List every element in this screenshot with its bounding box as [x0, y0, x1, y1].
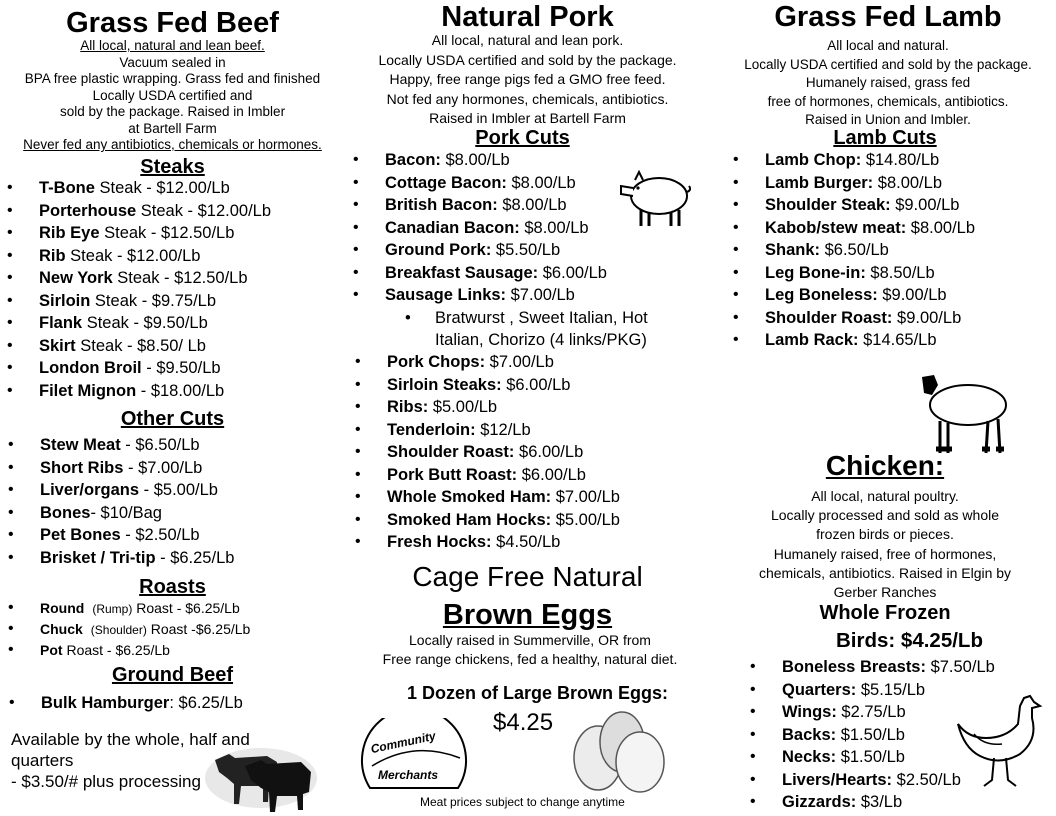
description-line: chemicals, antibiotics. Raised in Elgin by: [758, 564, 1012, 581]
menu-item: [385, 194, 607, 217]
description-line: at Bartell Farm: [128, 120, 217, 136]
sausage-varieties-line: • Bratwurst , Sweet Italian, Hot: [435, 309, 648, 327]
eggs-price: $4.25: [493, 709, 554, 736]
menu-item: [387, 441, 620, 464]
item-price: Steak - $9.50/Lb: [82, 314, 208, 332]
item-price: - $9.50/Lb: [141, 359, 221, 377]
pig-icon: [617, 166, 691, 230]
item-price: $9.00/Lb: [877, 286, 947, 304]
item-name: Backs:: [782, 725, 837, 744]
menu-item: [41, 692, 243, 715]
description-line: quarters: [11, 751, 74, 770]
menu-item: [385, 262, 607, 285]
beef-title: Grass Fed Beef: [66, 7, 279, 39]
item-name: Cottage Bacon:: [385, 173, 507, 192]
item-price: - $2.50/Lb: [120, 526, 200, 544]
menu-item: [387, 351, 620, 374]
item-name: Filet Mignon: [39, 381, 137, 400]
lamb-cuts-list: [765, 149, 975, 352]
description-line: Raised in Imbler at Bartell Farm: [429, 110, 626, 126]
eggs-description: [345, 631, 715, 669]
item-name: Lamb Burger:: [765, 173, 874, 192]
description-line: Locally USDA certified and sold by the package.: [744, 56, 1032, 72]
steaks-heading: Steaks: [140, 156, 205, 178]
item-name: Leg Bone-in:: [765, 263, 866, 282]
ground-beef-heading: Ground Beef: [111, 664, 234, 686]
description-line: Gerber Ranches: [833, 584, 937, 601]
item-name: Chuck: [40, 621, 83, 637]
whole-birds-label: Whole Frozen: [819, 602, 951, 624]
menu-item: [40, 619, 250, 640]
description-line: Humanely raised, grass fed: [805, 75, 971, 90]
menu-item: [387, 374, 620, 397]
menu-item: [39, 245, 271, 268]
menu-item: [385, 284, 607, 307]
menu-item: [765, 239, 975, 262]
sausage-varieties-line: Italian, Chorizo (4 links/PKG): [435, 331, 647, 349]
item-price: $8.00/Lb: [506, 173, 576, 192]
menu-item: [385, 239, 607, 262]
item-name: Kabob/stew meat:: [765, 218, 907, 237]
item-price: $2.50/Lb: [892, 770, 961, 789]
description-line: sold by the package. Raised in Imbler: [59, 104, 286, 119]
item-price: Steak - $9.75/Lb: [90, 291, 217, 310]
item-name: Pot: [40, 642, 63, 658]
item-price: $8.50/Lb: [865, 263, 935, 282]
item-price: $5.15/Lb: [856, 680, 926, 699]
item-price: : $6.25/Lb: [169, 694, 243, 712]
menu-item: [765, 329, 975, 352]
item-name: Boneless Breasts:: [782, 658, 926, 676]
other-cuts-heading: Other Cuts: [120, 408, 225, 430]
menu-item: [39, 380, 271, 403]
menu-item: [387, 464, 620, 487]
item-price: $8.00/Lb: [497, 196, 567, 214]
menu-item: [782, 791, 995, 814]
item-price: $14.80/Lb: [861, 151, 940, 169]
item-name: New York: [39, 269, 113, 287]
item-name: Ribs:: [387, 398, 429, 416]
menu-item: [40, 598, 250, 619]
lamb-icon: [910, 373, 1014, 457]
item-name: Quarters:: [782, 680, 857, 699]
menu-item: [39, 177, 271, 200]
item-price: $9.00/Lb: [890, 196, 960, 214]
item-price: - $18.00/Lb: [136, 381, 225, 400]
description-line: Happy, free range pigs fed a GMO free feed.: [389, 71, 666, 87]
menu-item: [385, 172, 607, 195]
item-name: Smoked Ham Hocks:: [387, 510, 552, 529]
roasts-list: [40, 598, 250, 660]
description-line: Locally processed and sold as whole: [770, 507, 1000, 524]
item-name: Wings:: [782, 703, 837, 721]
menu-item: [387, 486, 620, 509]
lamb-column: [710, 0, 1056, 816]
description-line: All local, natural and lean pork.: [431, 32, 624, 48]
item-price: Roast -$6.25/Lb: [146, 621, 251, 637]
menu-item: [765, 194, 975, 217]
description-line: Free range chickens, fed a healthy, natural diet.: [382, 651, 678, 667]
item-price: $9.00/Lb: [892, 308, 962, 327]
menu-item: [387, 396, 620, 419]
description-line: Locally USDA certified and: [92, 87, 253, 103]
item-name: Lamb Rack:: [765, 331, 859, 349]
menu-item: [40, 479, 234, 502]
item-subname: (Rump): [92, 602, 133, 616]
description-line: BPA free plastic wrapping. Grass fed and finished: [24, 71, 321, 86]
description-line: All local, natural and lean beef.: [80, 38, 265, 53]
item-price: $6.50/Lb: [820, 241, 889, 259]
item-name: Bacon:: [385, 151, 441, 169]
item-name: Tenderloin:: [387, 420, 476, 439]
menu-item: [765, 172, 975, 195]
item-price: $6.00/Lb: [538, 263, 607, 282]
item-price: $1.50/Lb: [836, 748, 905, 766]
item-price: Steak - $12.00/Lb: [94, 179, 230, 197]
item-name: Leg Boneless:: [765, 286, 878, 304]
description-line: Available by the whole, half and: [11, 730, 250, 749]
item-name: Rib Eye: [39, 224, 100, 242]
item-name: Shank:: [765, 241, 821, 259]
item-name: Bones: [40, 503, 91, 522]
other-cuts-list: [40, 434, 234, 569]
description-line: Never fed any antibiotics, chemicals or hormones.: [23, 137, 322, 152]
item-price: - $10/Bag: [90, 503, 162, 522]
menu-item: [39, 335, 271, 358]
item-price: Steak - $12.00/Lb: [65, 246, 201, 265]
item-name: Shoulder Roast:: [387, 443, 515, 461]
item-name: Bulk Hamburger: [41, 694, 170, 712]
item-name: British Bacon:: [385, 196, 498, 214]
menu-item: [39, 200, 271, 223]
item-name: Ground Pork:: [385, 241, 492, 259]
item-name: Whole Smoked Ham:: [387, 488, 552, 506]
menu-item: [40, 502, 234, 525]
menu-item: [39, 290, 271, 313]
menu-item: [765, 262, 975, 285]
item-price: $5.50/Lb: [491, 241, 561, 259]
ground-beef-list: [41, 692, 243, 715]
item-name: T-Bone: [39, 179, 95, 197]
item-name: Sirloin Steaks:: [387, 375, 502, 394]
menu-item: [387, 531, 620, 554]
menu-item: [387, 509, 620, 532]
description-line: All local, natural poultry.: [811, 488, 959, 504]
menu-item: [40, 524, 234, 547]
item-name: Liver/organs: [40, 481, 140, 499]
item-price: - $5.00/Lb: [139, 481, 218, 499]
item-name: Rib: [39, 246, 66, 265]
eggs-dozen-label: 1 Dozen of Large Brown Eggs:: [406, 683, 669, 703]
pork-title: Natural Pork: [441, 1, 614, 33]
item-price: $6.00/Lb: [517, 465, 586, 484]
item-price: $5.00/Lb: [551, 510, 620, 529]
item-name: Porterhouse: [39, 201, 137, 220]
description-line: Not fed any hormones, chemicals, antibiotics.: [386, 90, 669, 107]
item-price: $7.00/Lb: [506, 286, 575, 304]
item-name: Livers/Hearts:: [782, 770, 893, 789]
menu-item: [40, 434, 234, 457]
item-name: Flank: [39, 314, 83, 332]
chicken-title: Chicken:: [825, 450, 945, 481]
item-name: Sirloin: [39, 291, 91, 310]
beef-description: [0, 38, 345, 154]
item-name: Pork Chops:: [387, 353, 486, 371]
description-line: Raised in Union and Imbler.: [805, 112, 971, 127]
lamb-description: [710, 37, 1056, 130]
chicken-icon: [954, 694, 1044, 790]
item-name: Fresh Hocks:: [387, 533, 492, 551]
item-name: Gizzards:: [782, 793, 857, 811]
item-price: $8.00/Lb: [906, 218, 976, 237]
sausage-varieties-item: [435, 307, 695, 351]
pork-cuts-list-2: [387, 351, 620, 554]
description-line: Humanely raised, free of hormones,: [773, 545, 997, 562]
item-name: Brisket / Tri-tip: [40, 548, 156, 567]
eggs-icon: [570, 706, 668, 796]
menu-item: [765, 149, 975, 172]
item-price: $7.00/Lb: [551, 488, 620, 506]
description-line: All local and natural.: [827, 38, 949, 53]
eggs-title: Brown Eggs: [442, 599, 613, 631]
menu-item: [40, 547, 234, 570]
item-price: $1.50/Lb: [836, 725, 905, 744]
menu-item: [39, 312, 271, 335]
item-name: Breakfast Sausage:: [385, 263, 539, 282]
item-price: $7.50/Lb: [925, 658, 995, 676]
description-line: frozen birds or pieces.: [816, 526, 954, 543]
item-price: $4.50/Lb: [491, 533, 561, 551]
eggs-subtitle: Cage Free Natural: [412, 561, 643, 592]
menu-item: [765, 217, 975, 240]
item-name: Round: [40, 600, 85, 616]
item-name: Pork Butt Roast:: [387, 465, 518, 484]
pork-cuts-list: [385, 149, 607, 307]
item-name: Necks:: [782, 748, 837, 766]
description-line: free of hormones, chemicals, antibiotics.: [767, 93, 1009, 109]
item-price: $3/Lb: [856, 793, 903, 811]
menu-item: [39, 222, 271, 245]
description-line: - $3.50/# plus processing: [11, 772, 201, 791]
item-price: $8.00/Lb: [440, 151, 510, 169]
menu-item: [40, 457, 234, 480]
item-price: $12/Lb: [475, 420, 531, 439]
item-price: - $6.50/Lb: [120, 436, 200, 454]
item-price: Steak - $12.50/Lb: [112, 269, 248, 287]
steaks-list: [39, 177, 271, 402]
menu-item: [385, 217, 607, 240]
item-name: Lamb Chop:: [765, 151, 862, 169]
item-price: $8.00/Lb: [873, 173, 942, 192]
chicken-description: [710, 487, 1056, 602]
cattle-icon: [205, 742, 317, 814]
footer-note: Meat prices subject to change anytime: [420, 795, 625, 809]
whole-birds-price: Birds: $4.25/Lb: [836, 629, 983, 652]
lamb-cuts-heading: Lamb Cuts: [833, 127, 937, 149]
item-name: Canadian Bacon:: [385, 218, 520, 237]
menu-item: [387, 419, 620, 442]
item-price: Steak - $8.50/ Lb: [75, 336, 206, 355]
description-line: Locally raised in Summerville, OR from: [409, 632, 651, 648]
description-line: Vacuum sealed in: [119, 54, 226, 70]
item-price: $8.00/Lb: [519, 218, 589, 237]
item-subname: (Shoulder): [90, 623, 147, 637]
menu-item: [39, 267, 271, 290]
item-price: $14.65/Lb: [858, 331, 937, 349]
menu-item: [40, 640, 250, 660]
item-price: Steak - $12.00/Lb: [136, 201, 272, 220]
item-price: $7.00/Lb: [485, 353, 554, 371]
pork-column: [345, 0, 710, 816]
pork-cuts-heading: Pork Cuts: [475, 127, 570, 149]
item-price: $6.00/Lb: [514, 443, 584, 461]
item-name: Shoulder Roast:: [765, 308, 893, 327]
item-name: Shoulder Steak:: [765, 196, 891, 214]
description-line: Locally USDA certified and sold by the package.: [378, 51, 677, 68]
menu-item: [765, 307, 975, 330]
item-name: Skirt: [39, 336, 76, 355]
item-name: Short Ribs: [40, 458, 124, 477]
item-price: Steak - $12.50/Lb: [99, 224, 235, 242]
menu-item: [782, 656, 995, 679]
item-name: London Broil: [39, 359, 142, 377]
menu-item: [39, 357, 271, 380]
item-price: $2.75/Lb: [836, 703, 906, 721]
item-price: - $7.00/Lb: [123, 458, 203, 477]
item-name: Stew Meat: [40, 436, 121, 454]
item-price: - $6.25/Lb: [155, 548, 235, 567]
menu-item: [385, 149, 607, 172]
item-price: Roast - $6.25/Lb: [62, 642, 170, 658]
lamb-title: Grass Fed Lamb: [774, 1, 1002, 33]
item-price: $5.00/Lb: [428, 398, 498, 416]
pork-description: [345, 31, 710, 129]
beef-column: [0, 0, 345, 816]
item-price: $6.00/Lb: [501, 375, 571, 394]
item-price: Roast - $6.25/Lb: [132, 600, 240, 616]
item-name: Pet Bones: [40, 526, 121, 544]
sausage-links-varieties: [435, 307, 695, 351]
community-merchants-logo: Community Merchants: [360, 718, 468, 794]
roasts-heading: Roasts: [139, 576, 206, 598]
menu-item: [765, 284, 975, 307]
item-name: Sausage Links:: [385, 286, 507, 304]
